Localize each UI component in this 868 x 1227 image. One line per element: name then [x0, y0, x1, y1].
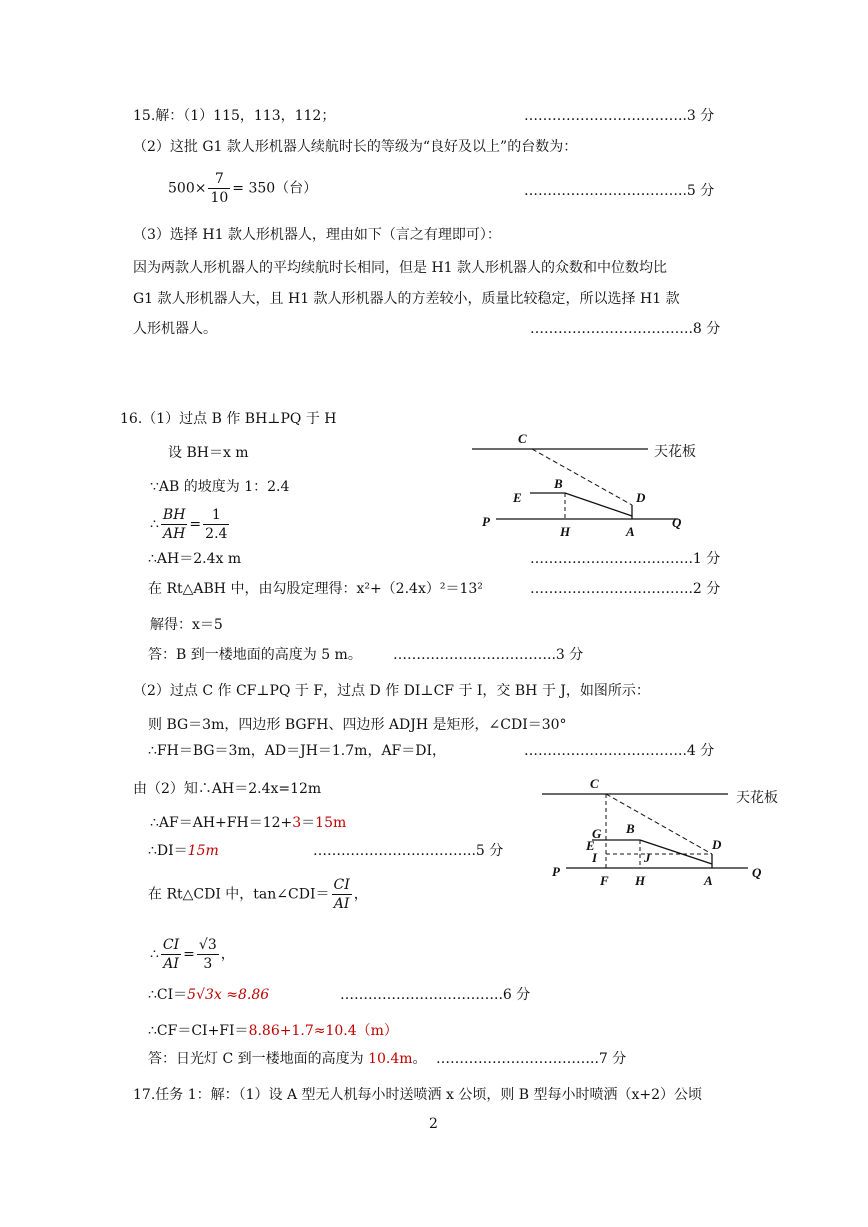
q16-tan-den: AI [333, 896, 350, 912]
fig2-slope-line [640, 840, 712, 864]
q16-line-8: 答：B 到一楼地面的高度为 5 m。 [148, 647, 362, 663]
q15-line-7: 人形机器人。 [133, 321, 217, 337]
q16-score-3: ……………………………..3 分 [393, 647, 584, 663]
fig1-label-e: E [513, 490, 522, 505]
q16-ratio-left-num: BH [162, 507, 186, 523]
q16-sqrt-num: √3 [198, 937, 217, 953]
q16-line-13-b: 3 [292, 815, 302, 831]
q16-line-13-c: ＝ [301, 815, 316, 831]
q16-score-5: ……………………………..5 分 [313, 843, 504, 859]
q16-line-17-a: ∴CI＝ [148, 987, 188, 1003]
q16-line-7: 解得：x＝5 [150, 617, 223, 633]
q16-sqrt-fraction [197, 936, 219, 973]
q16-line-13-d: 15m [315, 815, 347, 831]
q15-fraction [208, 170, 230, 207]
q16-score-2: ……………………………..2 分 [530, 581, 721, 597]
fig2-label-c: C [590, 776, 599, 791]
q16-line-19 [148, 1050, 427, 1068]
q16-ratio-right-num: 1 [203, 506, 229, 525]
page-number: 2 [429, 1116, 438, 1132]
q16-line-19-c: 。 [412, 1051, 427, 1067]
q16-ci-ai-num: CI [162, 937, 180, 953]
fig1-cd-dashed [532, 449, 632, 505]
fig2-label-q: Q [752, 865, 762, 880]
q16-score-6: ……………………………..6 分 [340, 987, 531, 1003]
q16-line-19-a: 答：日光灯 C 到一楼地面的高度为 [148, 1051, 369, 1067]
fig1-label-b: B [554, 476, 563, 491]
q16-ci-ai-den: AI [163, 956, 179, 972]
q16-line-18 [148, 1022, 398, 1040]
q16-line-13-a: ∴AF＝AH+FH＝12+ [150, 815, 293, 831]
fig2-label-g: G [592, 826, 602, 841]
fig2-ceiling-label: 天花板 [736, 790, 778, 806]
q16-line-11: ∴FH＝BG＝3m，AD＝JH＝1.7m，AF＝DI， [148, 743, 447, 759]
fig2-label-p: P [552, 864, 560, 879]
q17-line-1: 17.任务 1：解：（1）设 A 型无人机每小时送喷洒 x 公顷，则 B 型每小时喷洒（x+2）公顷 [133, 1087, 703, 1103]
q16-ratio-right-den: 2.4 [205, 526, 228, 542]
q16-score-7: ……………………………..7 分 [436, 1051, 627, 1067]
fig1-ceiling-label: 天花板 [654, 444, 696, 460]
q16-line-9: （2）过点 C 作 CF⊥PQ 于 F，过点 D 作 DI⊥CF 于 I，交 BH 于 J，如图所示： [133, 683, 650, 699]
q15-fraction-num: 7 [208, 170, 230, 189]
q16-line-15-pre: 在 Rt△CDI 中，tan∠CDI＝ [148, 886, 330, 903]
q16-ratio-right [203, 506, 229, 543]
q16-ratio-left-den: AH [163, 526, 186, 542]
q15-score-1: ……………………………..3 分 [524, 108, 715, 124]
fig1-label-a: A [626, 524, 635, 539]
fig2-label-j: J [644, 850, 651, 865]
q15-line-2: （2）这批 G1 款人形机器人续航时长的等级为“良好及以上”的台数为： [133, 139, 578, 155]
q16-line-16-pre: ∴ [150, 946, 159, 963]
fig1-slope-line [565, 493, 632, 516]
q16-line-6: 在 Rt△ABH 中，由勾股定理得：x²+（2.4x）²＝13² [148, 581, 483, 597]
q16-tan-num: CI [333, 877, 350, 893]
q16-line-14-b: 15m [187, 843, 219, 859]
figure-1 [470, 425, 710, 545]
q16-line-10: 则 BG＝3m，四边形 BGFH、四边形 ADJH 是矩形，∠CDI＝30° [148, 717, 567, 733]
q16-line-18-b: 8.86+1.7≈10.4（m） [248, 1023, 398, 1039]
q16-line-5: ∴AH＝2.4x m [148, 551, 242, 567]
q16-sqrt-den: 3 [203, 956, 213, 972]
q16-ratio [150, 506, 231, 543]
q16-line-17-b: 5√3x ≈8.86 [187, 987, 270, 1003]
q15-formula-post: = 350（台） [232, 180, 318, 197]
q16-line-14 [148, 842, 219, 860]
q16-line-17 [148, 986, 269, 1004]
q16-tan-fraction [332, 876, 352, 913]
q16-line-12: 由（2）知∴AH＝2.4x=12m [133, 781, 322, 797]
fig2-label-b: B [626, 821, 635, 836]
q16-ratio-left [161, 506, 188, 543]
figure-2 [540, 770, 790, 890]
q16-line-16-post: ， [220, 946, 235, 963]
q15-formula [168, 170, 317, 207]
q16-ci-ai-fraction [161, 936, 181, 973]
fig2-label-a: A [704, 873, 713, 888]
fig2-label-i: I [592, 850, 598, 865]
q16-line-16 [150, 936, 235, 973]
q16-line-14-a: ∴DI＝ [148, 843, 188, 859]
q15-score-3: ……………………………..8 分 [530, 321, 721, 337]
q16-line-15 [148, 876, 368, 913]
fig2-cd-dashed [606, 794, 712, 854]
q15-score-2: ……………………………..5 分 [524, 183, 715, 199]
fig2-label-e: E [586, 838, 595, 853]
q16-line-19-b: 10.4m [368, 1051, 413, 1067]
q15-line-4: （3）选择 H1 款人形机器人，理由如下（言之有理即可）： [133, 227, 501, 243]
fig1-label-c: C [518, 431, 527, 446]
q16-ratio-pre: ∴ [150, 516, 159, 533]
q16-line-16-eq: = [183, 946, 195, 963]
q16-ratio-eq: = [189, 516, 202, 533]
q16-line-2: 设 BH＝x m [168, 445, 249, 461]
q16-line-3: ∵AB 的坡度为 1：2.4 [150, 479, 290, 495]
q16-line-1: 16.（1）过点 B 作 BH⊥PQ 于 H [120, 411, 337, 427]
q15-formula-pre: 500× [168, 180, 207, 197]
fig1-label-d: D [636, 490, 646, 505]
fig1-label-h: H [560, 524, 571, 539]
fig2-label-d: D [712, 837, 722, 852]
fig1-label-q: Q [672, 515, 682, 530]
q16-line-18-a: ∴CF＝CI+FI＝ [148, 1023, 249, 1039]
q16-line-13 [150, 814, 346, 832]
q16-score-1: ……………………………..1 分 [530, 551, 721, 567]
fig2-label-f: F [600, 873, 609, 888]
q15-fraction-den: 10 [210, 190, 229, 206]
q15-line-1: 15.解：（1）115，113，112； [133, 108, 336, 124]
q15-line-5: 因为两款人形机器人的平均续航时长相同，但是 H1 款人形机器人的众数和中位数均比 [133, 260, 668, 276]
q15-line-6: G1 款人形机器人大，且 H1 款人形机器人的方差较小，质量比较稳定，所以选择 H1 款 [133, 291, 680, 307]
q16-line-15-post: ， [353, 886, 368, 903]
fig1-label-p: P [482, 514, 490, 529]
q16-score-4: ……………………………..4 分 [524, 743, 715, 759]
fig2-label-h: H [635, 873, 646, 888]
